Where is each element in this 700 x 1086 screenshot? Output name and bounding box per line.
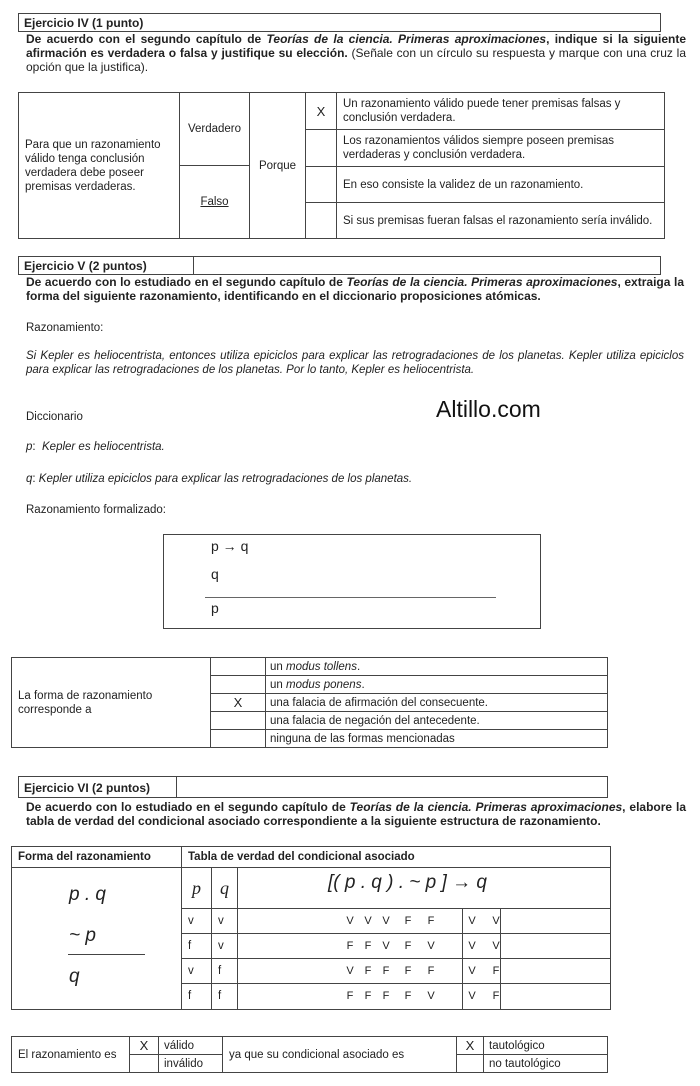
value: f bbox=[188, 939, 192, 952]
form-conclusion-line bbox=[68, 954, 145, 955]
conclusion-line bbox=[205, 597, 496, 598]
option-text: una falacia de negación del antecedente. bbox=[270, 714, 480, 727]
valid-option bbox=[158, 1036, 223, 1055]
tv: V bbox=[492, 915, 500, 927]
because-text: Porque bbox=[258, 159, 297, 172]
tv: F bbox=[404, 915, 412, 927]
justification-label: Si sus premisas fueran falsas el razonamiento sería inválido. bbox=[343, 214, 653, 227]
option-term: modus tollens bbox=[286, 660, 357, 673]
cell-formula bbox=[237, 908, 611, 934]
instr-part: , extraiga la forma del siguiente razonamiento, identificando en el diccionario proposiciones atómicas. bbox=[26, 275, 684, 303]
tv: V bbox=[468, 940, 476, 952]
exercise-5-header bbox=[18, 256, 661, 275]
taut-mark[interactable] bbox=[456, 1036, 484, 1055]
formalized-box bbox=[163, 534, 541, 629]
cell-q bbox=[211, 908, 238, 934]
justification-text-2 bbox=[336, 166, 665, 203]
tv: V bbox=[492, 940, 500, 952]
dict-key: p bbox=[26, 441, 33, 453]
option-text: no tautológico bbox=[489, 1057, 561, 1070]
truth-table-header bbox=[181, 846, 611, 868]
form-label: La forma de razonamiento corresponde a bbox=[18, 689, 153, 716]
tv: F bbox=[382, 965, 390, 977]
form-options bbox=[210, 657, 608, 748]
conclusion: p bbox=[211, 600, 219, 616]
tv: V bbox=[382, 915, 390, 927]
tv: F bbox=[427, 915, 435, 927]
statement-cell bbox=[18, 92, 180, 239]
tv: F bbox=[346, 990, 354, 1002]
tv: F bbox=[427, 965, 435, 977]
value: f bbox=[218, 964, 222, 977]
form-option-2 bbox=[265, 693, 608, 712]
taut-option bbox=[483, 1036, 608, 1055]
tv: F bbox=[364, 940, 372, 952]
cell-q bbox=[211, 933, 238, 959]
option-text: una falacia de afirmación del consecuente. bbox=[270, 696, 489, 709]
conclusion-label: El razonamiento es bbox=[18, 1048, 117, 1061]
value: v bbox=[218, 939, 224, 952]
exercise-5-title: Ejercicio V (2 puntos) bbox=[24, 259, 147, 273]
cell-formula bbox=[237, 933, 611, 959]
option-false-cell[interactable] bbox=[179, 165, 250, 239]
exercise-6-title: Ejercicio VI (2 puntos) bbox=[24, 781, 151, 795]
option-true: Verdadero bbox=[187, 123, 242, 135]
dict-value: Kepler utiliza epiciclos para explicar las retrogradaciones de los planetas. bbox=[38, 473, 413, 485]
form-structure-cell bbox=[11, 867, 182, 1010]
tv: F bbox=[364, 990, 372, 1002]
valid-mark[interactable] bbox=[129, 1036, 159, 1055]
book-title: Teorías de la ciencia. Primeras aproximaciones bbox=[349, 800, 623, 814]
premise-1: p → q bbox=[211, 538, 249, 554]
cell-q bbox=[211, 958, 238, 984]
exercise-5-instructions bbox=[26, 275, 684, 303]
justification-mark-1[interactable] bbox=[305, 129, 337, 167]
tv: V bbox=[468, 990, 476, 1002]
option-text: válido bbox=[164, 1039, 195, 1052]
cell-p bbox=[181, 908, 212, 934]
cell-p bbox=[181, 933, 212, 959]
truth-col-divider bbox=[500, 908, 501, 1010]
cell-formula bbox=[237, 958, 611, 984]
because-label: ya que su condicional asociado es bbox=[229, 1048, 405, 1061]
mark-x: X bbox=[465, 1038, 475, 1053]
tv: F bbox=[346, 940, 354, 952]
tv: F bbox=[404, 990, 412, 1002]
cell-q bbox=[211, 983, 238, 1010]
invalid-option bbox=[158, 1054, 223, 1073]
form-column-header bbox=[11, 846, 182, 868]
exercise-6-header-divider bbox=[176, 776, 177, 798]
header-text: Forma del razonamiento bbox=[18, 850, 151, 863]
nontaut-option bbox=[483, 1054, 608, 1073]
exercise-6-instructions bbox=[26, 800, 686, 828]
value: f bbox=[188, 990, 192, 1002]
form-option-4 bbox=[265, 729, 608, 748]
var-p-header bbox=[181, 867, 212, 909]
instr-part: De acuerdo con lo estudiado en el segundo capítulo de bbox=[26, 275, 347, 289]
option-text: inválido bbox=[164, 1057, 203, 1070]
tv: F bbox=[492, 990, 500, 1002]
instr-part: , indique si la siguiente afirmación es verdadera o falsa y justifique su elección. bbox=[26, 32, 686, 60]
watermark-text: Altillo.com bbox=[436, 396, 541, 422]
tv: F bbox=[404, 965, 412, 977]
mark-x: X bbox=[139, 1038, 149, 1053]
book-title: Teorías de la ciencia. Primeras aproximaciones bbox=[266, 32, 547, 46]
option-false: Falso bbox=[200, 196, 229, 208]
tv: F bbox=[382, 990, 390, 1002]
option-text: un bbox=[270, 678, 286, 691]
dict-value: Kepler es heliocentrista. bbox=[42, 441, 165, 453]
justification-options bbox=[305, 92, 665, 239]
tv: V bbox=[346, 965, 354, 977]
exercise-5-header-divider bbox=[193, 256, 194, 275]
var-q: q bbox=[220, 877, 229, 898]
form-option-0 bbox=[265, 657, 608, 676]
exercise-4-title: Ejercicio IV (1 punto) bbox=[24, 16, 144, 30]
var-q-header bbox=[211, 867, 238, 909]
form-mark-0[interactable] bbox=[210, 657, 266, 676]
tv: V bbox=[364, 915, 372, 927]
tv: V bbox=[427, 940, 435, 952]
option-text: un bbox=[270, 660, 286, 673]
because-label-cell bbox=[222, 1036, 457, 1073]
formula-text: [( p . q ) . ~ p ] → q bbox=[328, 872, 487, 893]
form-option-3 bbox=[265, 711, 608, 730]
form-mark-3[interactable] bbox=[210, 711, 266, 730]
header-text: Tabla de verdad del condicional asociado bbox=[188, 850, 415, 863]
tv: F bbox=[404, 940, 412, 952]
instr-note: (Señale con un círculo su respuesta y marque con una cruz la opción que la justifica). bbox=[26, 46, 686, 74]
tv: V bbox=[468, 915, 476, 927]
tv: F bbox=[492, 965, 500, 977]
value: v bbox=[218, 914, 224, 927]
form-mark-2[interactable] bbox=[210, 693, 266, 712]
option-text: . bbox=[361, 678, 365, 691]
justification-mark-2[interactable] bbox=[305, 166, 337, 203]
exercise-4-instructions bbox=[26, 32, 686, 74]
tv: V bbox=[382, 940, 390, 952]
tv: V bbox=[427, 990, 435, 1002]
form-option-1 bbox=[265, 675, 608, 694]
value: v bbox=[188, 964, 194, 977]
tv: V bbox=[468, 965, 476, 977]
mark-x: X bbox=[316, 103, 326, 119]
justification-mark-3[interactable] bbox=[305, 202, 337, 239]
option-term: modus ponens bbox=[286, 678, 362, 691]
justification-mark-0[interactable] bbox=[305, 92, 337, 130]
justification-text-3 bbox=[336, 202, 665, 239]
var-p: p bbox=[192, 877, 201, 898]
formalized-label: Razonamiento formalizado: bbox=[26, 504, 166, 516]
exercise-6-header bbox=[18, 776, 608, 798]
conclusion-label-cell bbox=[11, 1036, 130, 1073]
reasoning-label: Razonamiento: bbox=[26, 322, 104, 334]
because-cell bbox=[250, 92, 305, 239]
dictionary-q: q: Kepler utiliza epiciclos para explicar las retrogradaciones de los planetas. bbox=[26, 473, 413, 485]
statement-text: Para que un razonamiento válido tenga conclusión verdadera debe poseer premisas verdaderas. bbox=[25, 138, 161, 193]
dictionary-label: Diccionario bbox=[26, 411, 83, 423]
reasoning-text: Si Kepler es heliocentrista, entonces utiliza epiciclos para explicar las retrogradaciones de los planetas. Kepler utiliza epiciclos para explicar las retrogradaciones de los planetas. Por lo tanto, Kepler es heliocentrista. bbox=[26, 350, 684, 376]
form-mark-1[interactable] bbox=[210, 675, 266, 694]
justification-label: Un razonamiento válido puede tener premisas falsas y conclusión verdadera. bbox=[343, 98, 621, 124]
truth-col-divider bbox=[462, 908, 463, 1010]
instr-part: De acuerdo con lo estudiado en el segundo capítulo de bbox=[26, 800, 350, 814]
option-text: ninguna de las formas mencionadas bbox=[270, 732, 455, 745]
instr-part: , elabore la tabla de verdad del condicional asociado correspondiente a la siguiente estructura de razonamiento. bbox=[26, 800, 686, 828]
option-true-cell[interactable] bbox=[179, 92, 250, 166]
cell-p bbox=[181, 958, 212, 984]
cell-formula bbox=[237, 983, 611, 1010]
book-title: Teorías de la ciencia. Primeras aproximaciones bbox=[346, 275, 618, 289]
truth-rows bbox=[181, 908, 611, 1010]
nontaut-mark[interactable] bbox=[456, 1054, 484, 1073]
option-text: . bbox=[356, 660, 361, 673]
mark-x: X bbox=[233, 695, 243, 710]
justification-text-1 bbox=[336, 129, 665, 167]
value: v bbox=[188, 914, 194, 927]
tv: V bbox=[346, 915, 354, 927]
premise-2: q bbox=[211, 566, 219, 582]
option-text: tautológico bbox=[489, 1039, 545, 1052]
justification-label: En eso consiste la validez de un razonamiento. bbox=[343, 178, 584, 191]
formula-header bbox=[237, 867, 611, 909]
dictionary-p: p: Kepler es heliocentrista. bbox=[26, 441, 165, 453]
form-mark-4[interactable] bbox=[210, 729, 266, 748]
tv: F bbox=[364, 965, 372, 977]
form-premise-2: ~ p bbox=[69, 925, 96, 946]
instr-part: De acuerdo con el segundo capítulo de bbox=[26, 32, 267, 46]
form-conclusion: q bbox=[69, 966, 80, 987]
invalid-mark[interactable] bbox=[129, 1054, 159, 1073]
form-premise-1: p . q bbox=[69, 884, 106, 905]
exercise-4-header bbox=[18, 13, 661, 32]
cell-p bbox=[181, 983, 212, 1010]
justification-text-0 bbox=[336, 92, 665, 130]
value: f bbox=[218, 990, 222, 1002]
justification-label: Los razonamientos válidos siempre poseen premisas verdaderas y conclusión verdadera. bbox=[343, 135, 615, 161]
dict-key: q bbox=[26, 473, 33, 485]
form-label-cell bbox=[11, 657, 211, 748]
